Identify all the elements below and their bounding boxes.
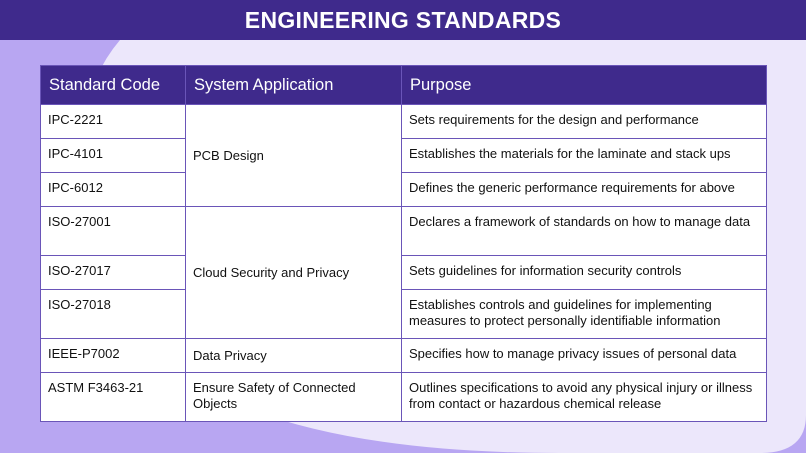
standard-code-cell: IEEE-P7002 xyxy=(41,339,186,373)
standard-code-cell: IPC-4101 xyxy=(41,139,186,173)
table-row xyxy=(41,290,767,339)
purpose-cell: Outlines specifications to avoid any physical injury or illness from contact or hazardous chemical release xyxy=(402,373,767,422)
table-row xyxy=(41,339,767,373)
standard-code-cell: IPC-2221 xyxy=(41,105,186,139)
standards-table xyxy=(40,65,767,422)
header-system-application: System Application xyxy=(186,66,402,105)
system-application-cell: PCB Design xyxy=(186,105,402,207)
system-application-cell: Data Privacy xyxy=(186,339,402,373)
header-purpose: Purpose xyxy=(402,66,767,105)
purpose-cell: Sets guidelines for information security controls xyxy=(402,256,767,290)
purpose-cell: Establishes controls and guidelines for implementing measures to protect personally identifiable information xyxy=(402,290,767,339)
purpose-cell: Establishes the materials for the laminate and stack ups xyxy=(402,139,767,173)
table-row xyxy=(41,173,767,207)
standard-code-cell: ASTM F3463-21 xyxy=(41,373,186,422)
table-row xyxy=(41,139,767,173)
system-application-cell: Ensure Safety of Connected Objects xyxy=(186,373,402,422)
purpose-cell: Specifies how to manage privacy issues of personal data xyxy=(402,339,767,373)
standard-code-cell: ISO-27017 xyxy=(41,256,186,290)
purpose-cell: Sets requirements for the design and performance xyxy=(402,105,767,139)
header-standard-code: Standard Code xyxy=(41,66,186,105)
purpose-cell: Defines the generic performance requirements for above xyxy=(402,173,767,207)
standard-code-cell: ISO-27001 xyxy=(41,207,186,256)
table-header-row xyxy=(41,66,767,105)
standard-code-cell: IPC-6012 xyxy=(41,173,186,207)
standard-code-cell: ISO-27018 xyxy=(41,290,186,339)
table-row xyxy=(41,207,767,256)
purpose-cell: Declares a framework of standards on how to manage data xyxy=(402,207,767,256)
table-row xyxy=(41,256,767,290)
table-row xyxy=(41,373,767,422)
system-application-cell: Cloud Security and Privacy xyxy=(186,207,402,339)
page-title: ENGINEERING STANDARDS xyxy=(0,0,806,40)
table-row xyxy=(41,105,767,139)
